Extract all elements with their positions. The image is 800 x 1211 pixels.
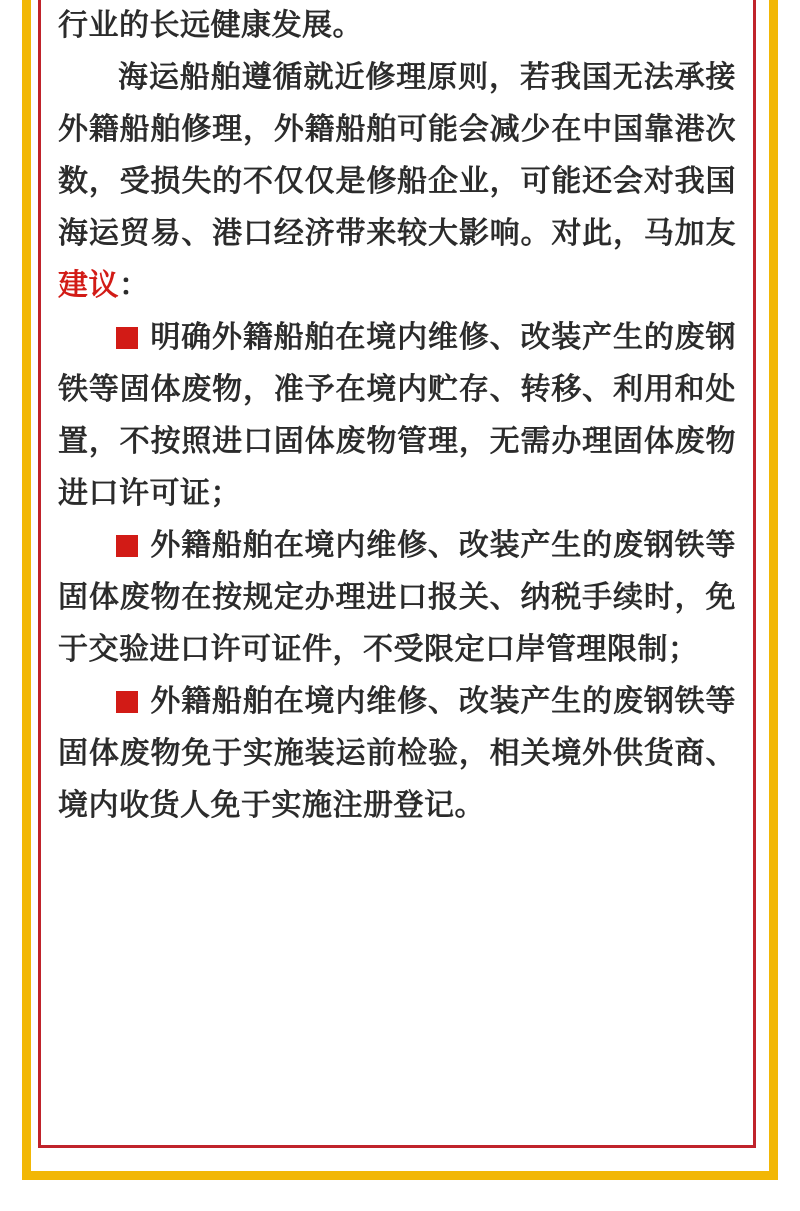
paragraph-text-after-highlight: ： xyxy=(119,268,150,303)
gold-border-right xyxy=(769,0,778,1180)
paragraph-text: 行业的长远健康发展。 xyxy=(58,8,363,43)
square-bullet-icon xyxy=(116,691,138,713)
paragraph-continuation xyxy=(58,0,736,52)
bullet-item-2 xyxy=(58,520,736,676)
paragraph-text-before-highlight: 海运船舶遵循就近修理原则，若我国无法承接外籍船舶修理，外籍船舶可能会减少在中国靠港次数，受损失的不仅仅是修船企业，可能还会对我国海运贸易、港口经济带来较大影响。对此，马加友 xyxy=(58,60,736,251)
square-bullet-icon xyxy=(116,327,138,349)
bullet-text: 外籍船舶在境内维修、改装产生的废钢铁等固体废物免于实施装运前检验，相关境外供货商、境内收货人免于实施注册登记。 xyxy=(58,684,736,823)
gold-border-left xyxy=(22,0,31,1180)
gold-border-bottom xyxy=(22,1171,778,1180)
bullet-text: 明确外籍船舶在境内维修、改装产生的废钢铁等固体废物，准予在境内贮存、转移、利用和处置，不按照进口固体废物管理，无需办理固体废物进口许可证； xyxy=(58,320,736,511)
highlighted-keyword: 建议 xyxy=(58,268,119,303)
bullet-text: 外籍船舶在境内维修、改装产生的废钢铁等固体废物在按规定办理进口报关、纳税手续时，免于交验进口许可证件，不受限定口岸管理限制； xyxy=(58,528,736,667)
bullet-item-3 xyxy=(58,676,736,832)
bullet-item-1 xyxy=(58,312,736,520)
paragraph-body xyxy=(58,52,736,312)
square-bullet-icon xyxy=(116,535,138,557)
article-body xyxy=(52,0,742,1140)
